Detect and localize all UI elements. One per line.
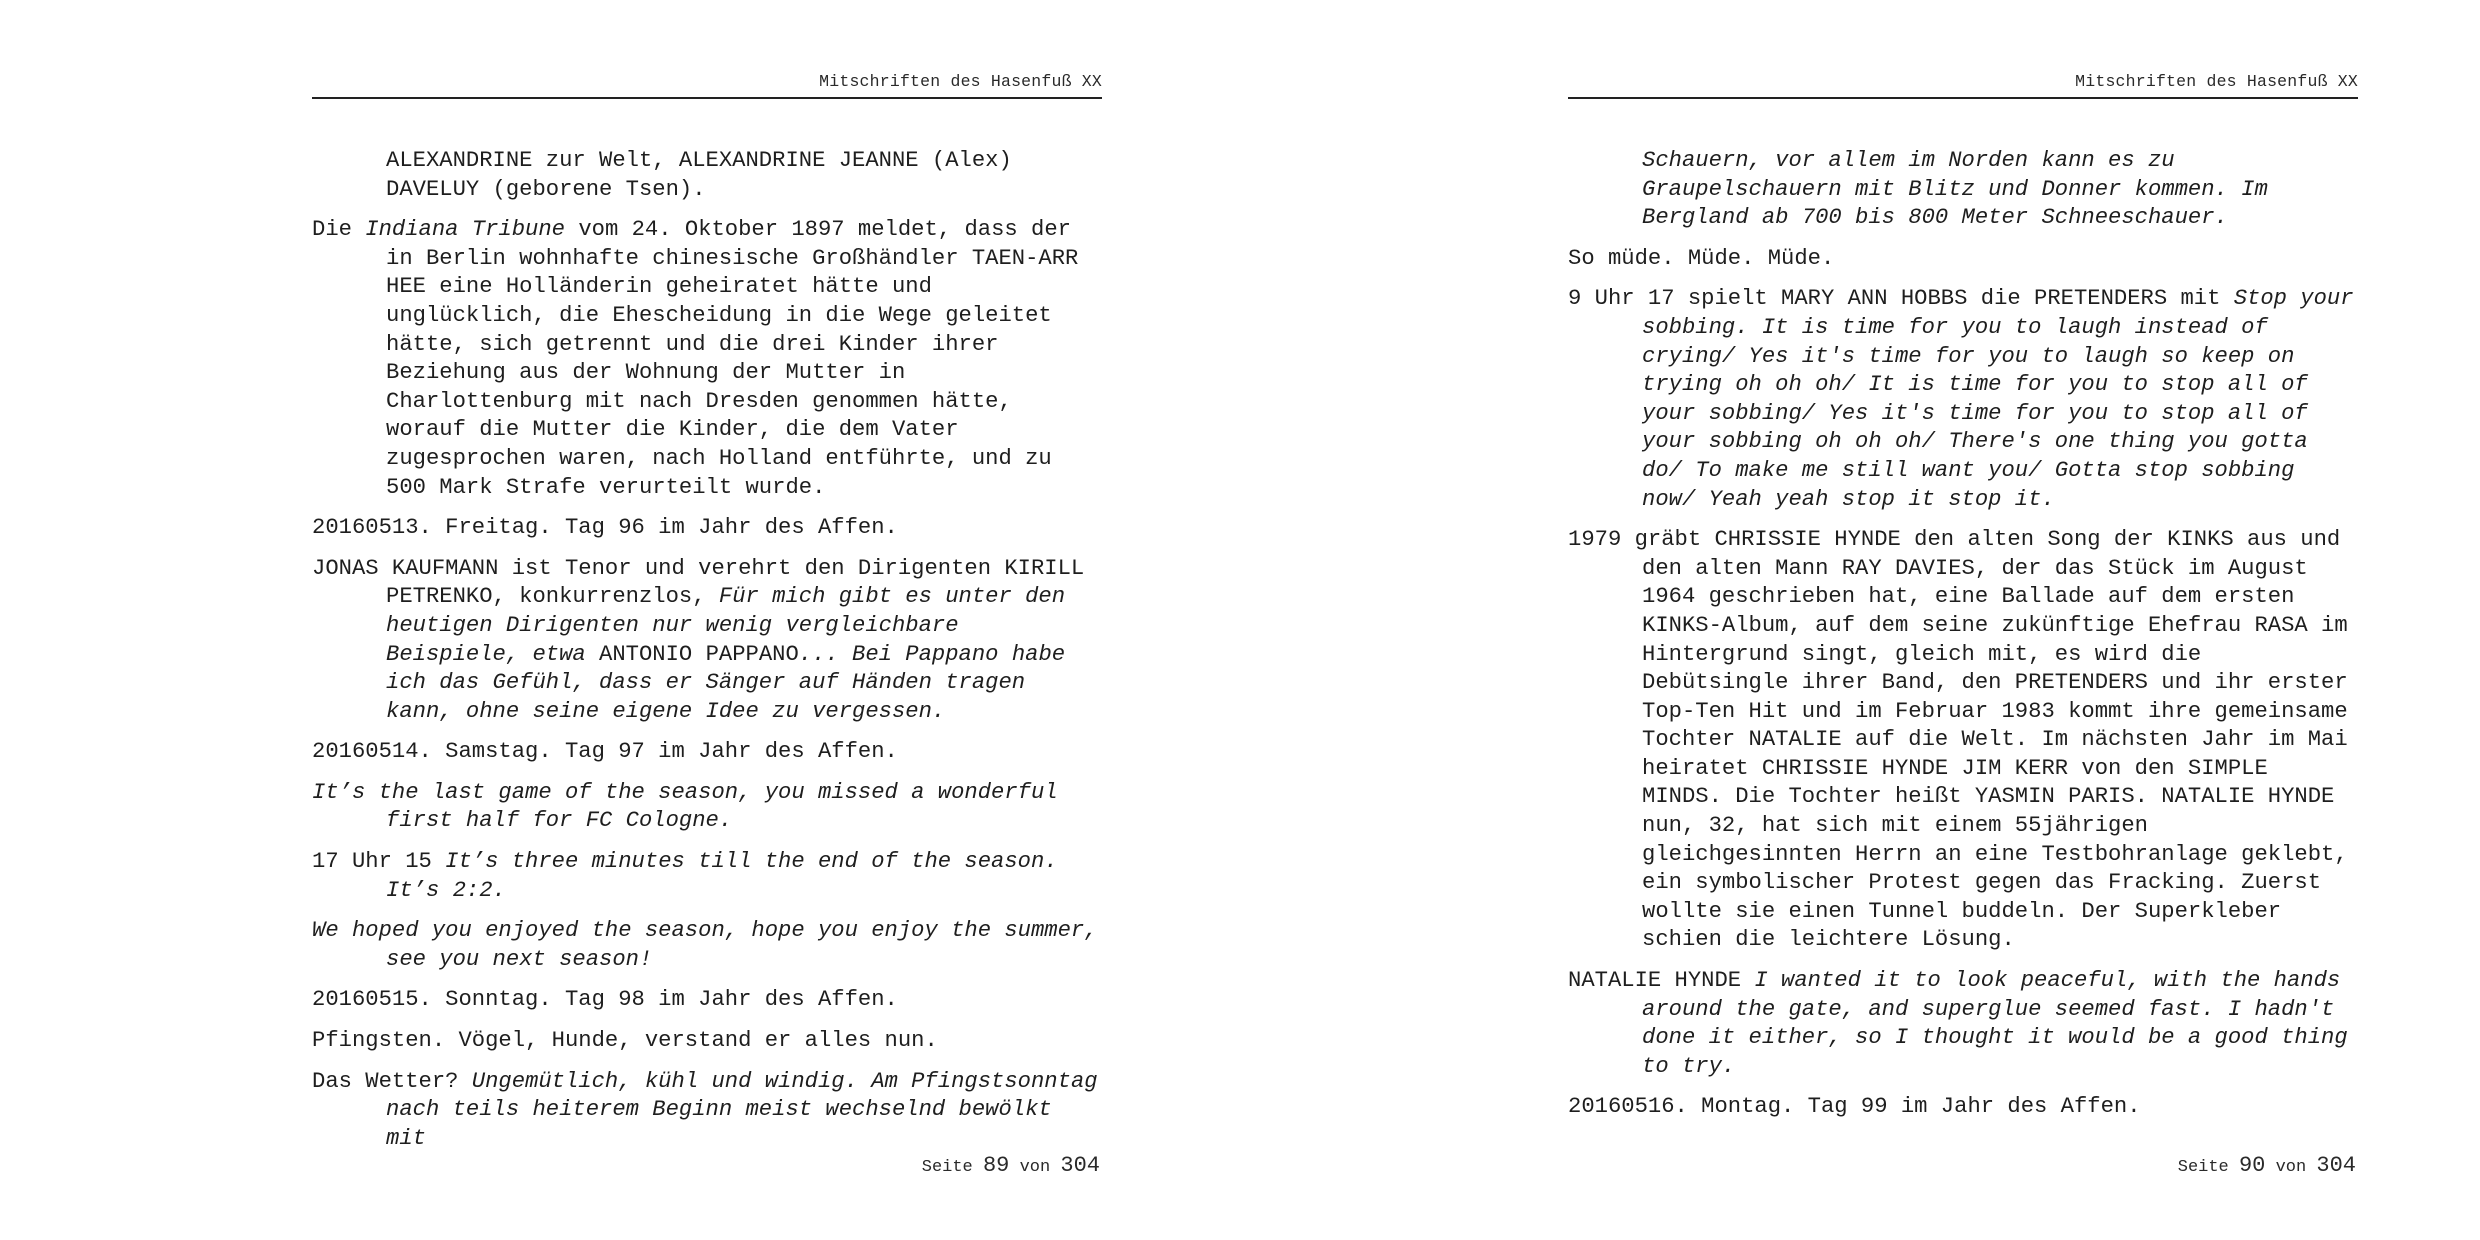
header-rule <box>312 97 1102 99</box>
paragraph <box>312 1068 1111 1154</box>
text-run: vom 24. Oktober 1897 meldet, dass der in Berlin wohnhafte chinesische Großhändler TAEN-ARR HEE eine Holländerin geheiratet hätte und unglücklich, die Ehescheidung in die Wege geleitet hätte, sich getrennt und die drei Kinder ihrer Beziehung aus der Wohnung der Mutter in Charlottenburg mit nach Dresden genommen hätte, worauf die Mutter die Kinder, die dem Vater zugesprochen waren, nach Holland entführte, und zu 500 Mark Strafe verurteilt wurde. <box>386 217 1092 500</box>
paragraph <box>312 1027 1102 1056</box>
footer-page-number: 90 <box>2238 1153 2266 1178</box>
page-footer <box>2178 1153 2356 1178</box>
paragraph <box>312 514 1102 543</box>
paragraph <box>312 848 1102 905</box>
italic-text: Für mich gibt es unter den heutigen Dirigenten nur wenig vergleichbare Beispiele, etwa <box>386 584 1079 667</box>
text-run: 1979 gräbt CHRISSIE HYNDE den alten Song der KINKS aus und den alten Mann RAY DAVIES, der das Stück im August 1964 geschrieben hat, eine Ballade auf dem ersten KINKS-Album, auf dem seine zukünftige Ehefrau RASA im Hintergrund singt, gleich mit, es wird die Debütsingle ihrer Band, den PRETENDERS und ihr erster Top-Ten Hit und im Februar 1983 kommt ihre gemeinsame Tochter NATALIE auf die Welt. Im nächsten Jahr im Mai heiratet CHRISSIE HYNDE JIM KERR von den SIMPLE MINDS. Die Tochter heißt YASMIN PARIS. NATALIE HYNDE nun, 32, hat sich mit einem 55jährigen gleichgesinnten Herrn an eine Testbohranlage geklebt, ein symbolischer Protest gegen das Fracking. Zuerst wollte sie einen Tunnel buddeln. Der Superkleber schien die leichtere Lösung. <box>1568 527 2362 953</box>
header-rule <box>1568 97 2358 99</box>
text-run: JONAS KAUFMANN ist Tenor und verehrt den Dirigenten KIRILL PETRENKO, konkurrenzlos, <box>312 555 1098 610</box>
italic-text: Indiana Tribune <box>365 217 565 243</box>
text-run: 20160516. Montag. Tag 99 im Jahr des Affen. <box>1568 1094 2141 1120</box>
text-run: So müde. Müde. Müde. <box>1568 245 1835 271</box>
italic-text: Schauern, vor allem im Norden kann es zu Graupelschauern mit Blitz und Donner kommen. Im Bergland ab 700 bis 800 Meter Schneeschauer. <box>1642 148 2282 231</box>
paragraph <box>312 986 1102 1015</box>
paragraph <box>312 147 1102 204</box>
footer-mid: von <box>2275 1158 2307 1177</box>
running-header: Mitschriften des Hasenfuß XX <box>2075 72 2358 91</box>
paragraph <box>312 917 1111 974</box>
italic-text: Ungemütlich, kühl und windig. Am Pfingstsonntag nach teils heiterem Beginn meist wechselnd bewölkt mit <box>386 1068 1111 1151</box>
page-body <box>1568 147 2367 1134</box>
footer-prefix: Seite <box>2177 1158 2229 1177</box>
footer-prefix: Seite <box>921 1158 973 1177</box>
page-footer <box>922 1153 1100 1178</box>
footer-total-pages: 304 <box>2316 1153 2356 1178</box>
text-run: Pfingsten. Vögel, Hunde, verstand er alles nun. <box>312 1028 938 1054</box>
paragraph <box>312 779 1102 836</box>
paragraph <box>1568 147 2358 233</box>
text-run: NATALIE HYNDE <box>1568 968 1755 994</box>
italic-text: Stop your sobbing. It is time for you to laugh instead of crying/ Yes it's time for you to laugh so keep on trying oh oh oh/ It is time for you to stop all of your sobbing/ Yes it's time for you to stop all of your sobbing oh oh oh/ There's one thing you gotta do/ To make me still want you/ Gotta stop sobbing now/ Yeah yeah stop it stop it. <box>1642 286 2367 512</box>
paragraph <box>1568 967 2362 1081</box>
right-page <box>1568 0 2367 1240</box>
paragraph <box>312 738 1102 767</box>
paragraph <box>1568 1093 2358 1122</box>
footer-page-number: 89 <box>982 1153 1010 1178</box>
text-run: 20160513. Freitag. Tag 96 im Jahr des Affen. <box>312 515 898 541</box>
paragraph <box>1568 245 2358 274</box>
page-body <box>312 147 1111 1165</box>
text-run: ANTONIO PAPPANO <box>599 641 799 667</box>
text-run: 17 Uhr 15 <box>312 849 446 875</box>
italic-text: We hoped you enjoyed the season, hope you enjoy the summer, see you next season! <box>312 918 1111 972</box>
footer-mid: von <box>1019 1158 1051 1177</box>
paragraph <box>312 216 1102 502</box>
italic-text: I wanted it to look peaceful, with the hands around the gate, and superglue seemed fast. I hadn't done it either, so I thought it would be a good thing to try. <box>1642 968 2362 1079</box>
text-run: ALEXANDRINE zur Welt, ALEXANDRINE JEANNE (Alex) DAVELUY (geborene Tsen). <box>386 148 1026 202</box>
text-run: 9 Uhr 17 spielt MARY ANN HOBBS die PRETENDERS mit <box>1568 286 2234 312</box>
italic-text: It’s three minutes till the end of the season. It’s 2:2. <box>386 849 1071 903</box>
paragraph <box>1568 285 2367 514</box>
text-run: Das Wetter? <box>312 1068 472 1094</box>
text-run: 20160514. Samstag. Tag 97 im Jahr des Affen. <box>312 739 898 765</box>
paragraph <box>1568 526 2362 955</box>
text-run: 20160515. Sonntag. Tag 98 im Jahr des Affen. <box>312 987 898 1013</box>
footer-total-pages: 304 <box>1060 1153 1100 1178</box>
text-run: Die <box>312 217 366 243</box>
paragraph <box>312 555 1102 727</box>
italic-text: ... Bei Pappano habe ich das Gefühl, dass er Sänger auf Händen tragen kann, ohne seine eigene Idee zu vergessen. <box>386 641 1079 724</box>
running-header: Mitschriften des Hasenfuß XX <box>819 72 1102 91</box>
left-page <box>312 0 1111 1240</box>
italic-text: It’s the last game of the season, you missed a wonderful first half for FC Cologne. <box>312 779 1071 834</box>
